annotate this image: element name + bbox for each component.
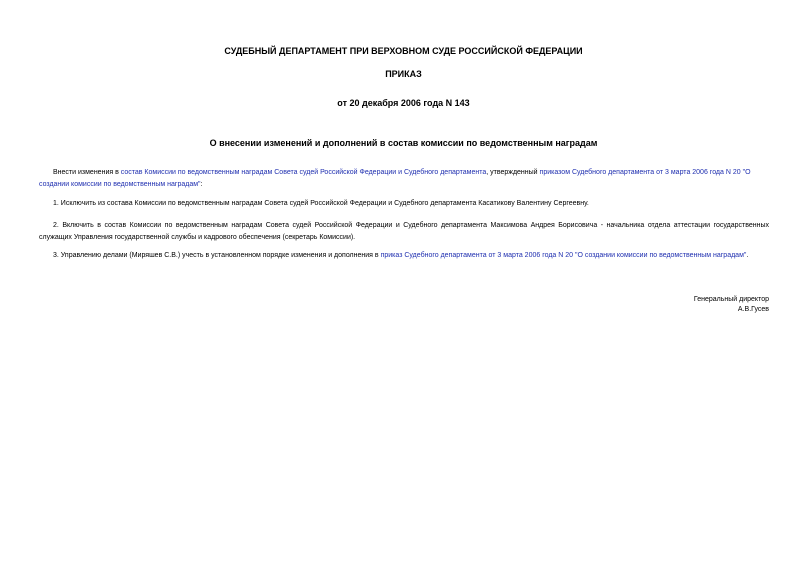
department-heading: СУДЕБНЫЙ ДЕПАРТАМЕНТ ПРИ ВЕРХОВНОМ СУДЕ РОССИЙСКОЙ ФЕДЕРАЦИИ <box>224 46 583 56</box>
paragraph-text: Внести изменения в <box>53 169 121 176</box>
document-date-number: от 20 декабря 2006 года N 143 <box>337 98 470 108</box>
paragraph-text: 3. Управлению делами (Миряшев С.В.) учесть в установленном порядке изменения и дополнения в <box>53 252 381 259</box>
link-order-20[interactable]: приказом Судебного департамента от 3 марта 2006 года N 20 "О создании комиссии по ведомственным наградам" <box>39 169 751 188</box>
paragraph-item-2: 2. Включить в состав Комиссии по ведомственным наградам Совета судей Российской Федерации и Судебного департамента Максимова Андрея Борисовича - начальника отдела аттестации государственных служащих Управления государственной службы и кадрового обеспечения (секретарь Комиссии). <box>39 222 769 241</box>
link-order-20[interactable]: приказ Судебного департамента от 3 марта 2006 года N 20 "О создании комиссии по ведомственным наградам" <box>380 252 747 259</box>
paragraph-intro <box>39 167 769 191</box>
link-commission-composition[interactable]: состав Комиссии по ведомственным наградам Совета судей Российской Федерации и Судебного департамента <box>120 169 487 176</box>
paragraph-text: : <box>200 181 203 188</box>
paragraph-text: . <box>746 252 749 259</box>
signature-name: А.В.Гусев <box>737 306 769 313</box>
document-type-heading: ПРИКАЗ <box>385 69 422 79</box>
paragraph-item-3 <box>39 250 769 262</box>
document-title: О внесении изменений и дополнений в состав комиссии по ведомственным наградам <box>209 138 598 148</box>
paragraph-text: , утвержденный <box>486 169 540 176</box>
paragraph-item-1: 1. Исключить из состава Комиссии по ведомственным наградам Совета судей Российской Федерации и Судебного департамента Касатикову Валентину Сергеевну. <box>53 200 589 207</box>
signature-role: Генеральный директор <box>693 296 769 303</box>
